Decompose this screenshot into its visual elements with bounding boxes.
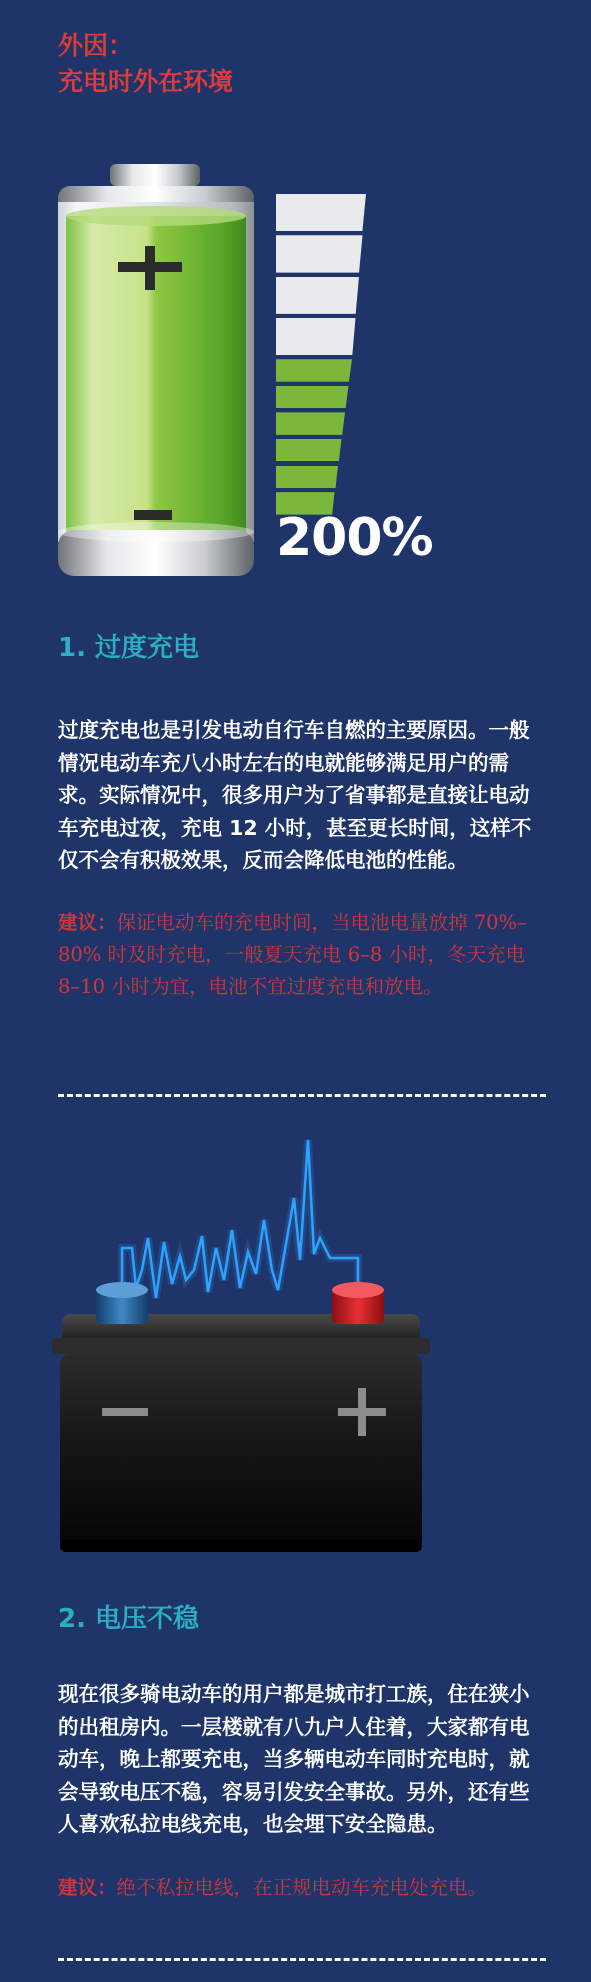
- charge-meter-bar: [276, 466, 338, 489]
- charge-meter: [276, 194, 366, 514]
- section-1-title: 1. 过度充电: [58, 633, 200, 663]
- section-1-paragraph: 过度充电也是引发电动自行车自燃的主要原因。一般情况电动车充八小时左右的电就能够满足用户的需求。实际情况中，很多用户为了省事都是直接让电动车充电过夜，充电 12 小时，甚至更长时间，这样不仅不会有积极效果，反而会降低电池的性能。: [58, 718, 532, 872]
- section-2-title: 2. 电压不稳: [58, 1604, 200, 1634]
- section-2-advice-text: 绝不私拉电线，在正规电动车充电处充电。: [116, 1876, 488, 1899]
- header-line-1: 外因：: [58, 31, 134, 60]
- divider-2: [58, 1958, 546, 1961]
- section-2-advice: [58, 1872, 548, 1904]
- section-1-advice-lead: 建议：: [58, 911, 117, 934]
- charge-meter-bar: [276, 386, 349, 409]
- battery-nub: [110, 164, 200, 186]
- battery-body: [60, 1354, 422, 1550]
- section-2-paragraph: 现在很多骑电动车的用户都是城市打工族，住在狭小的出租房内。一层楼就有八九户人住着，大家都有电动车，晚上都要充电，当多辆电动车同时充电时，就会导致电压不稳，容易引发安全事故。另外，还有些人喜欢私拉电线充电，也会埋下安全隐患。: [58, 1682, 530, 1836]
- car-battery-minus-sign: [102, 1408, 148, 1416]
- charge-meter-bar: [276, 235, 363, 272]
- charge-meter-bar: [276, 277, 359, 314]
- divider-1: [58, 1094, 546, 1097]
- section-1-advice: [58, 907, 548, 1003]
- charge-meter-bar: [276, 194, 366, 231]
- charge-meter-bar: [276, 359, 352, 382]
- charge-percent-label: 200%: [276, 508, 433, 568]
- battery-minus-sign: [134, 510, 172, 520]
- charge-meter-bar: [276, 439, 342, 462]
- charge-meter-bar: [276, 318, 356, 355]
- header-line-2: 充电时外在环境: [58, 67, 234, 96]
- battery-illustration: [52, 158, 262, 590]
- section-1-advice-text: 保证电动车的充电时间，当电池电量放掉 70%–80% 时及时充电，一般夏天充电 6–8 小时，冬天充电 8–10 小时为宜，电池不宜过度充电和放电。: [58, 911, 527, 998]
- car-battery-illustration: [52, 1120, 430, 1570]
- header-title: [58, 28, 538, 100]
- section-2-advice-lead: 建议：: [58, 1876, 117, 1899]
- charge-meter-bar: [276, 412, 345, 435]
